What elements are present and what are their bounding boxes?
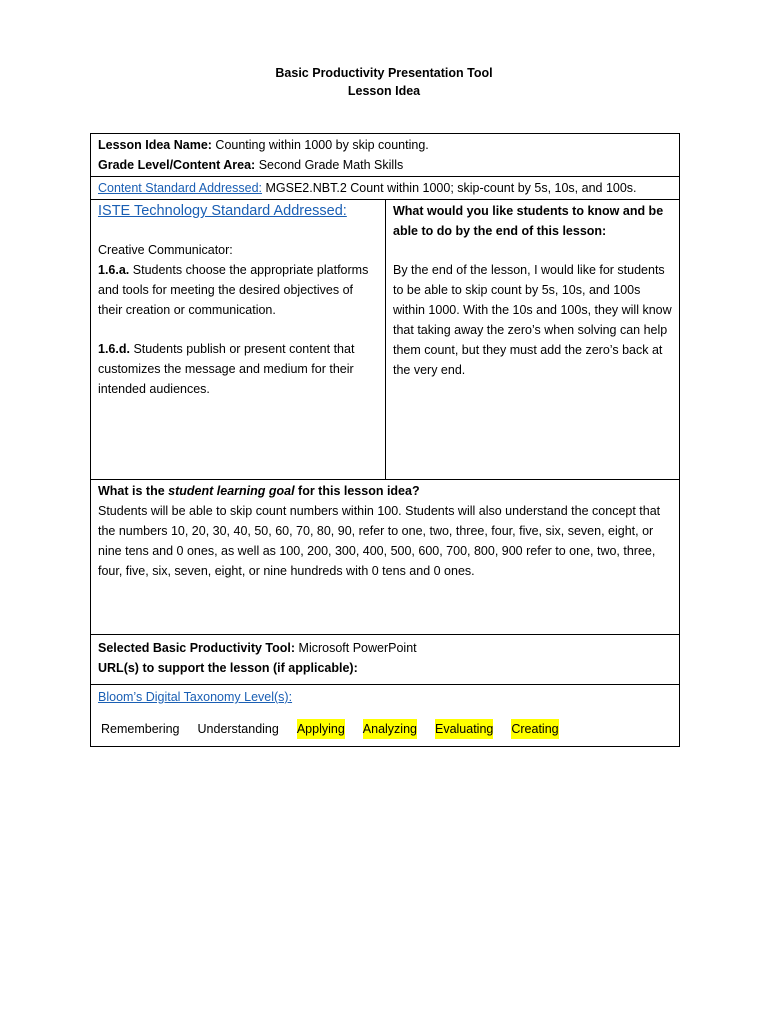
tool-value: Microsoft PowerPoint xyxy=(298,641,417,655)
learning-goal-question-pre: What is the xyxy=(98,484,169,498)
iste-item-1-code: 1.6.a. xyxy=(98,263,130,277)
grade-level-line xyxy=(98,155,672,175)
objectives-question: What would you like students to know and be able to do by the end of this lesson: xyxy=(393,204,664,238)
iste-standard-link[interactable]: ISTE Technology Standard Addressed: xyxy=(98,203,347,219)
bloom-levels xyxy=(98,719,672,739)
bloom-level-remembering: Remembering xyxy=(101,722,180,736)
learning-goal-question xyxy=(98,481,672,501)
iste-category: Creative Communicator: xyxy=(98,243,233,257)
lesson-plan-table xyxy=(90,133,680,747)
content-standard-row xyxy=(91,177,680,200)
tool-line xyxy=(98,638,672,658)
grade-level-value: Second Grade Math Skills xyxy=(258,158,404,172)
learning-goal-question-post: for this lesson idea? xyxy=(294,484,420,498)
learning-goal-answer: Students will be able to skip count numbers within 100. Students will also understand the concept that the numbers 10, 20, 30, 40, 50, 60, 70, 80, 90, refer to one, two, three, four, five, six, seven, eight, or nine tens and 0 ones, as well as 100, 200, 300, 400, 500, 600, 700, 800, 900 refer to one, two, three, four, five, six, seven, eight, or nine hundreds with 0 tens and 0 ones. xyxy=(98,504,661,578)
lesson-name-line xyxy=(98,135,672,155)
learning-goal-row xyxy=(91,480,680,635)
content-standard-value: MGSE2.NBT.2 Count within 1000; skip-count by 5s, 10s, and 100s. xyxy=(265,181,637,195)
objectives-answer: By the end of the lesson, I would like for students to be able to skip count by 5s, 10s, and 100s within 1000. With the 10s and 100s, they will know that taking away the zero’s when solving can help them count, but they must add the zero’s back at the very end. xyxy=(393,263,672,377)
bloom-row xyxy=(91,685,680,747)
content-standard-link[interactable]: Content Standard Addressed: xyxy=(98,181,263,195)
learning-goal-question-em: student learning goal xyxy=(168,484,295,498)
bloom-level-analyzing: Analyzing xyxy=(363,719,417,739)
bloom-taxonomy-link[interactable]: Bloom’s Digital Taxonomy Level(s): xyxy=(98,690,293,704)
iste-cell xyxy=(91,200,386,480)
tool-row xyxy=(91,635,680,685)
document-subtitle: Lesson Idea xyxy=(347,84,421,98)
iste-item-1-text: Students choose the appropriate platforms and tools for meeting the desired objectives of their creation or communication. xyxy=(98,263,369,317)
url-label: URL(s) to support the lesson (if applicable): xyxy=(98,661,358,675)
iste-item-2 xyxy=(98,339,378,399)
lesson-info-row xyxy=(91,134,680,177)
document-title: Basic Productivity Presentation Tool xyxy=(275,66,493,80)
bloom-level-evaluating: Evaluating xyxy=(435,719,493,739)
lesson-name-label: Lesson Idea Name: xyxy=(98,138,212,152)
iste-item-2-code: 1.6.d. xyxy=(98,342,130,356)
grade-level-label: Grade Level/Content Area: xyxy=(98,158,256,172)
bloom-level-understanding: Understanding xyxy=(197,722,279,736)
iste-item-2-text: Students publish or present content that customizes the message and medium for their intended audiences. xyxy=(98,342,355,396)
document-header xyxy=(0,64,768,100)
bloom-level-creating: Creating xyxy=(511,719,558,739)
lesson-name-value: Counting within 1000 by skip counting. xyxy=(215,138,429,152)
objectives-cell xyxy=(386,200,680,480)
iste-item-1 xyxy=(98,260,378,320)
bloom-level-applying: Applying xyxy=(297,719,345,739)
tool-label: Selected Basic Productivity Tool: xyxy=(98,641,296,655)
standards-objectives-row xyxy=(91,200,680,480)
